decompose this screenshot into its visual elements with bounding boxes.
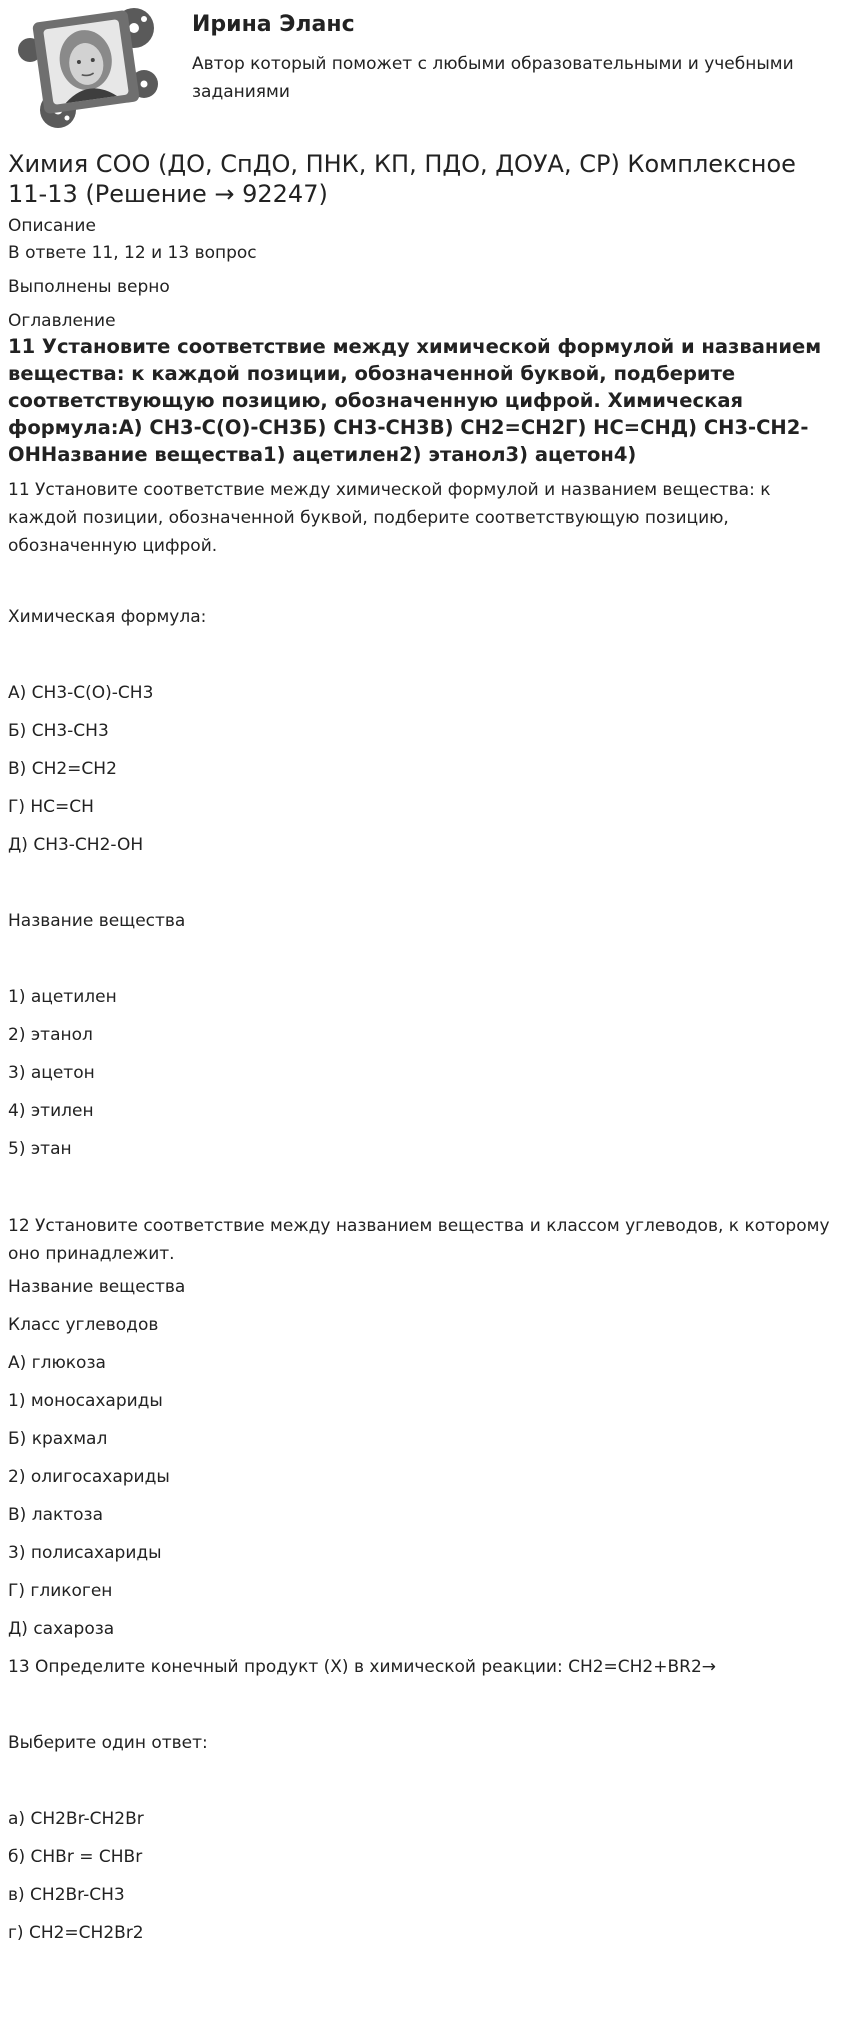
- author-card: [8, 0, 839, 140]
- q12-line: 2) олигосахариды: [8, 1467, 170, 1487]
- q11-formula-item: В) CH2=CH2: [8, 759, 117, 779]
- spacer: [8, 1686, 839, 1724]
- q11-name-item: 4) этилен: [8, 1101, 94, 1121]
- description-line: Выполнены верно: [8, 277, 170, 297]
- q11-formula-item: Б) CH3-CH3: [8, 721, 109, 741]
- author-avatar[interactable]: [16, 6, 161, 128]
- toc-heading[interactable]: 11 Установите соответствие между химической формулой и названием вещества: к каждой позиции, обозначенной буквой, подберите соответствующую позицию, обозначенную цифрой. Химическая формула:А) CH3-C(O)-CH3Б) CH3-CH3В) CH2=CH2Г) HC=CHД) CH3-CH2-OHНазвание вещества1) ацетилен2) этанол3) ацетон4): [8, 335, 822, 466]
- q13-option: г) CH2=CH2Br2: [8, 1923, 144, 1943]
- q11-formula-item: Г) HC=CH: [8, 797, 94, 817]
- q11-formula-item: А) CH3-C(O)-CH3: [8, 683, 154, 703]
- description-label: Описание: [8, 216, 96, 236]
- toc-label: Оглавление: [8, 311, 116, 331]
- avatar-photo-icon: [16, 6, 161, 128]
- q12-line: Д) сахароза: [8, 1619, 115, 1639]
- q13-choose-label: Выберите один ответ:: [8, 1733, 208, 1753]
- q11-name-item: 3) ацетон: [8, 1063, 95, 1083]
- q13-option: в) CH2Br-CH3: [8, 1885, 125, 1905]
- q13-option: б) CHBr = CHBr: [8, 1847, 143, 1867]
- page-title: Химия СОО (ДО, СпДО, ПНК, КП, ПДО, ДОУА, СР) Комплексное 11-13 (Решение → 92247): [8, 150, 796, 208]
- q13-intro: 13 Определите конечный продукт (X) в химической реакции: CH2=CH2+BR2→: [8, 1657, 717, 1677]
- q11-formula-label: Химическая формула:: [8, 607, 207, 627]
- q12-line: 1) моносахариды: [8, 1391, 163, 1411]
- spacer: [8, 940, 839, 978]
- q11-names-label: Название вещества: [8, 911, 186, 931]
- q11-name-item: 2) этанол: [8, 1025, 93, 1045]
- description-line: В ответе 11, 12 и 13 вопрос: [8, 243, 257, 263]
- q13-option: а) CH2Br-CH2Br: [8, 1809, 144, 1829]
- spacer: [8, 1762, 839, 1800]
- q12-line: Г) гликоген: [8, 1581, 113, 1601]
- q12-line: Б) крахмал: [8, 1429, 108, 1449]
- q11-name-item: 5) этан: [8, 1139, 72, 1159]
- q11-name-item: 1) ацетилен: [8, 987, 117, 1007]
- spacer: [8, 864, 839, 902]
- q12-line: Класс углеводов: [8, 1315, 159, 1335]
- author-name[interactable]: Ирина Эланс: [192, 12, 355, 37]
- q12-intro: 12 Установите соответствие между названием вещества и классом углеводов, к которому оно принадлежит.: [8, 1216, 830, 1264]
- spacer: [8, 636, 839, 674]
- spacer: [8, 1168, 839, 1206]
- q12-line: В) лактоза: [8, 1505, 104, 1525]
- q12-line: Название вещества: [8, 1277, 186, 1297]
- q11-formula-item: Д) CH3-CH2-OH: [8, 835, 144, 855]
- author-description: Автор который поможет с любыми образовательными и учебными заданиями: [192, 54, 794, 102]
- q12-line: А) глюкоза: [8, 1353, 106, 1373]
- spacer: [8, 560, 839, 598]
- q12-line: 3) полисахариды: [8, 1543, 162, 1563]
- q11-intro: 11 Установите соответствие между химической формулой и названием вещества: к каждой позиции, обозначенной буквой, подберите соответствующую позицию, обозначенную цифрой.: [8, 480, 771, 556]
